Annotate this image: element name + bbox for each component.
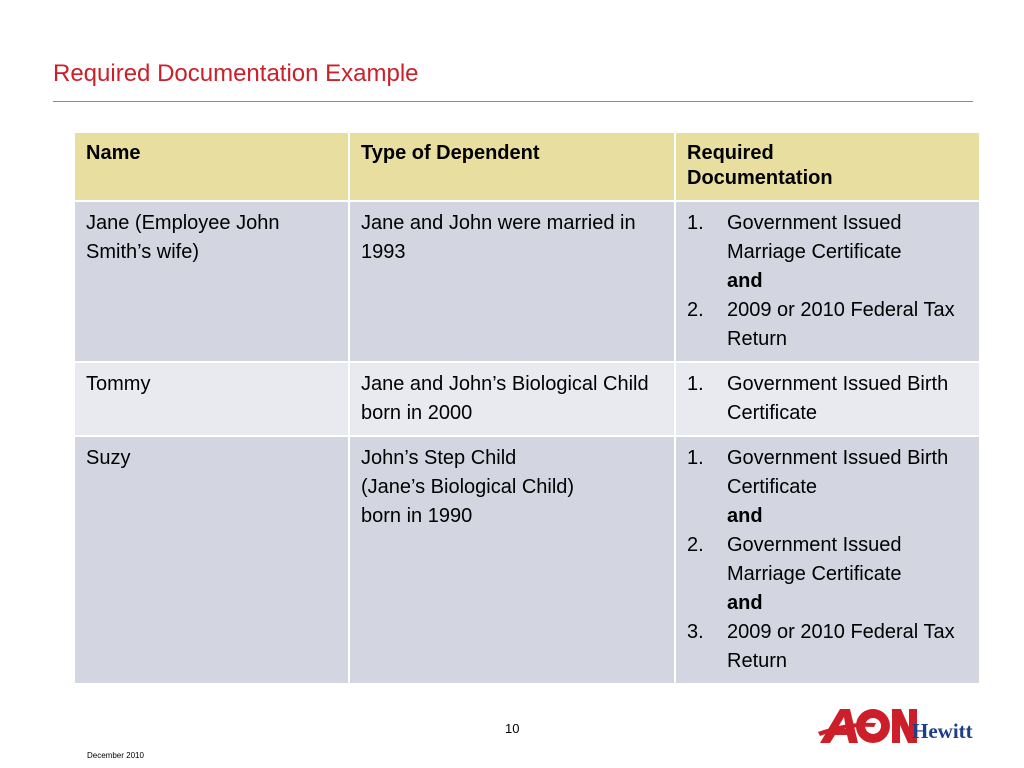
- list-text: 2009 or 2010 Federal Tax Return: [727, 621, 955, 672]
- header-required-documentation: [675, 132, 980, 201]
- list-text: Government Issued Birth Certificate: [727, 447, 949, 498]
- list-number: 2.: [687, 534, 704, 556]
- table-row: [74, 201, 980, 362]
- list-number: 2.: [687, 299, 704, 321]
- page-number: 10: [505, 721, 520, 736]
- dependent-type-line: John’s Step Child: [361, 447, 517, 469]
- list-item: [687, 209, 969, 296]
- dependent-name: Suzy: [74, 436, 349, 684]
- dependent-type-line: born in 2000: [361, 402, 473, 424]
- list-item: [687, 370, 969, 428]
- requirements-list: [687, 370, 969, 428]
- header-name: Name: [74, 132, 349, 201]
- title-divider: [53, 101, 973, 102]
- list-number: 1.: [687, 373, 704, 395]
- list-item: [687, 531, 969, 618]
- list-text-wrap: [727, 531, 969, 618]
- dependent-type-line: (Jane’s Biological Child): [361, 476, 575, 498]
- table-header-row: [74, 132, 980, 201]
- and-connector: and: [727, 505, 763, 527]
- list-text: Government Issued Marriage Certificate: [727, 534, 902, 585]
- list-text: Government Issued Marriage Certificate: [727, 212, 902, 263]
- dependent-type-line: born in 1990: [361, 505, 473, 527]
- table-row: [74, 362, 980, 436]
- and-connector: and: [727, 270, 763, 292]
- requirements-list: [687, 209, 969, 354]
- list-item: [687, 618, 969, 676]
- dependent-name: Jane (Employee John Smith’s wife): [74, 201, 349, 362]
- header-required-documentation-text: Required Documentation: [687, 142, 833, 189]
- list-number: 3.: [687, 621, 704, 643]
- dependent-type: [349, 201, 675, 362]
- footer-date: December 2010: [87, 751, 144, 760]
- logo-hewitt-text: Hewitt: [912, 719, 973, 743]
- required-docs: [675, 201, 980, 362]
- required-docs: [675, 436, 980, 684]
- list-number: 1.: [687, 447, 704, 469]
- dependent-type: [349, 362, 675, 436]
- header-type-of-dependent: Type of Dependent: [349, 132, 675, 201]
- documentation-table: [73, 131, 981, 685]
- list-number: 1.: [687, 212, 704, 234]
- list-item: [687, 444, 969, 531]
- requirements-list: [687, 444, 969, 676]
- list-text-wrap: [727, 209, 969, 296]
- slide-title: Required Documentation Example: [53, 60, 419, 87]
- list-text-wrap: [727, 444, 969, 531]
- list-text: 2009 or 2010 Federal Tax Return: [727, 299, 955, 350]
- dependent-type-line: Jane and John’s Biological Child: [361, 373, 649, 395]
- and-connector: and: [727, 592, 763, 614]
- table-row: [74, 436, 980, 684]
- required-docs: [675, 362, 980, 436]
- dependent-name: Tommy: [74, 362, 349, 436]
- dependent-type-line: Jane and John were married in 1993: [361, 212, 636, 263]
- dependent-type: [349, 436, 675, 684]
- list-item: [687, 296, 969, 354]
- list-text: Government Issued Birth Certificate: [727, 373, 949, 424]
